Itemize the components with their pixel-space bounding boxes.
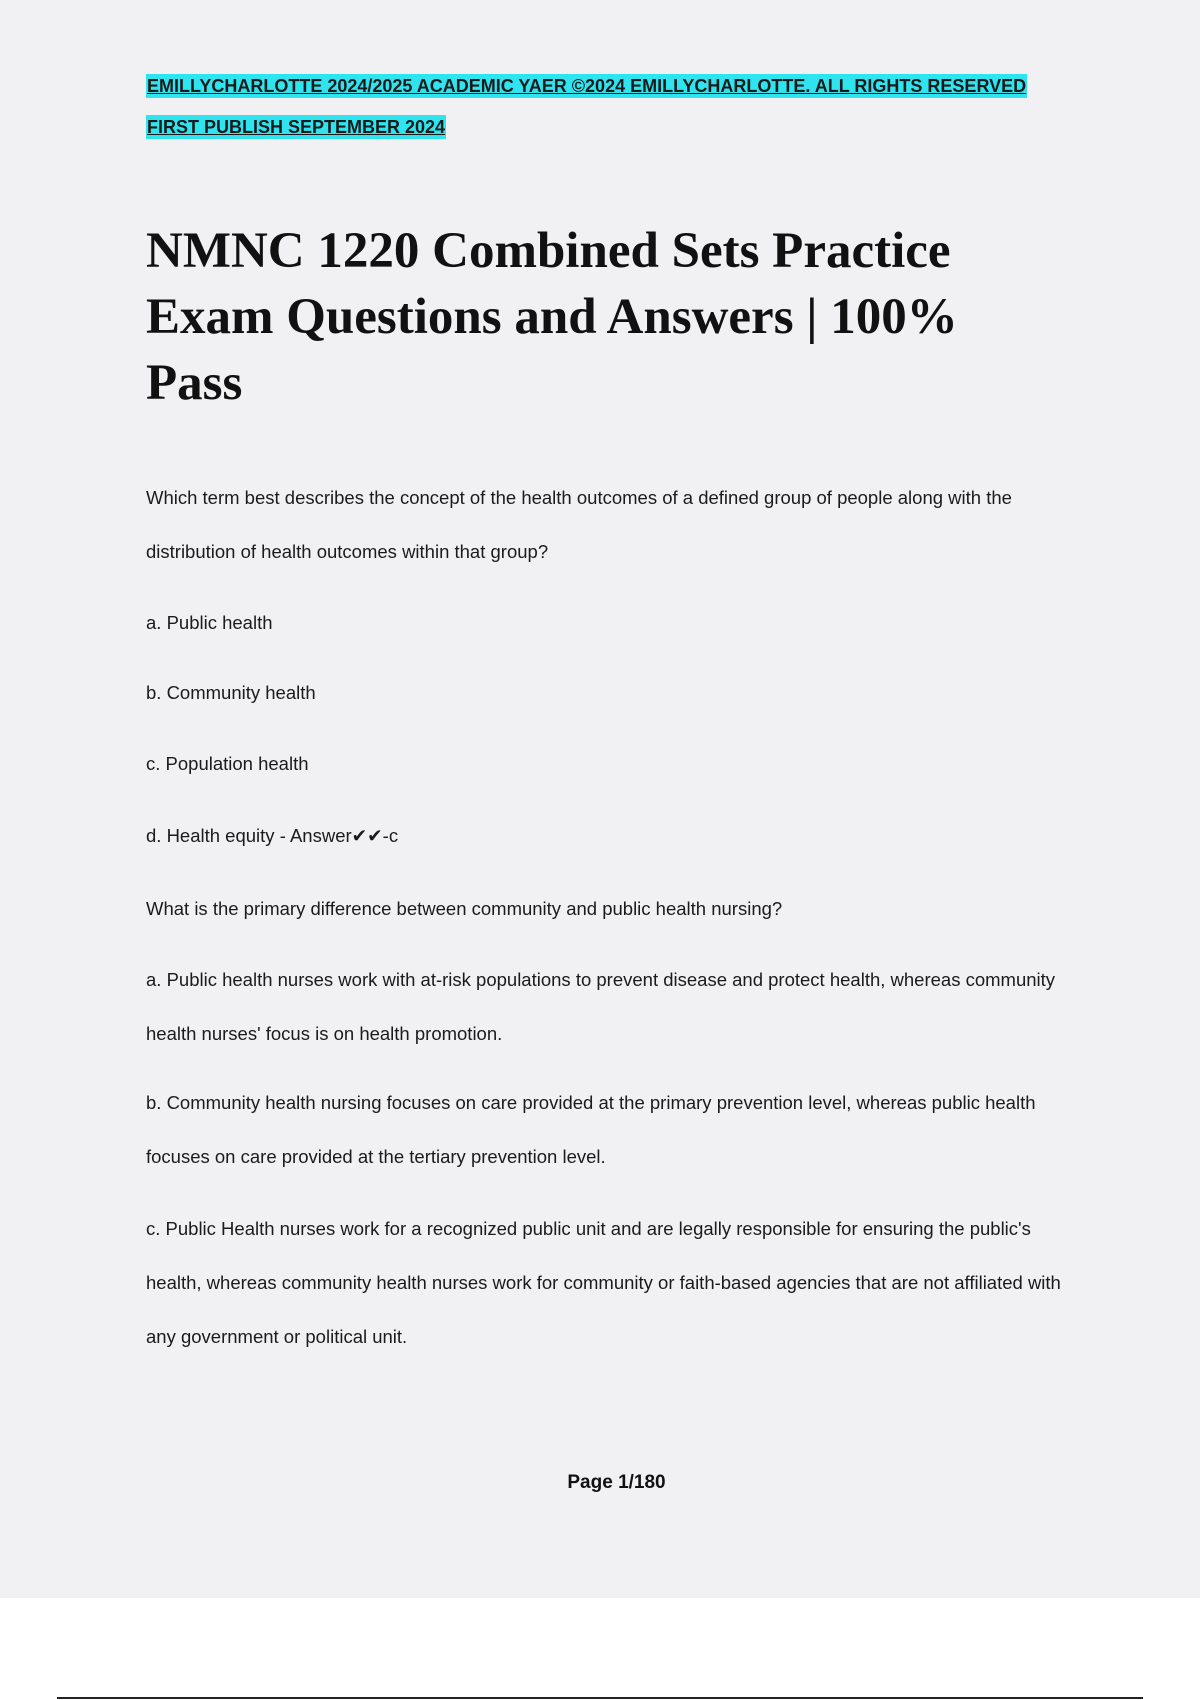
document-title: NMNC 1220 Combined Sets Practice Exam Questions and Answers | 100% Pass [146,223,958,411]
answer-option: a. Public health nurses work with at-risk populations to prevent disease and protect health, whereas community health nurses' focus is on health promotion. [146,969,1056,1044]
answer-option: d. Health equity - Answer✔✔-c [146,825,399,846]
footer-divider [57,1697,1143,1699]
page-number: Page 1/180 [567,1472,666,1493]
answer-option: b. Community health [146,682,316,703]
answer-option: a. Public health [146,612,273,633]
question-text: What is the primary difference between community and public health nursing? [146,898,783,919]
answer-option: c. Population health [146,753,309,774]
answer-option: b. Community health nursing focuses on care provided at the primary prevention level, whereas public health focuses on care provided at the tertiary prevention level. [146,1092,1036,1167]
header-copyright-line: EMILLYCHARLOTTE 2024/2025 ACADEMIC YAER ©2024 EMILLYCHARLOTTE. ALL RIGHTS RESERVED [147,76,1027,96]
answer-option: c. Public Health nurses work for a recognized public unit and are legally responsible for ensuring the public's health, whereas community health nurses work for community or faith-based agencies that are not affiliated with any government or political unit. [146,1218,1061,1347]
header-publish-line: FIRST PUBLISH SEPTEMBER 2024 [147,117,446,137]
question-text: Which term best describes the concept of the health outcomes of a defined group of people along with the distribution of health outcomes within that group? [146,487,1012,562]
